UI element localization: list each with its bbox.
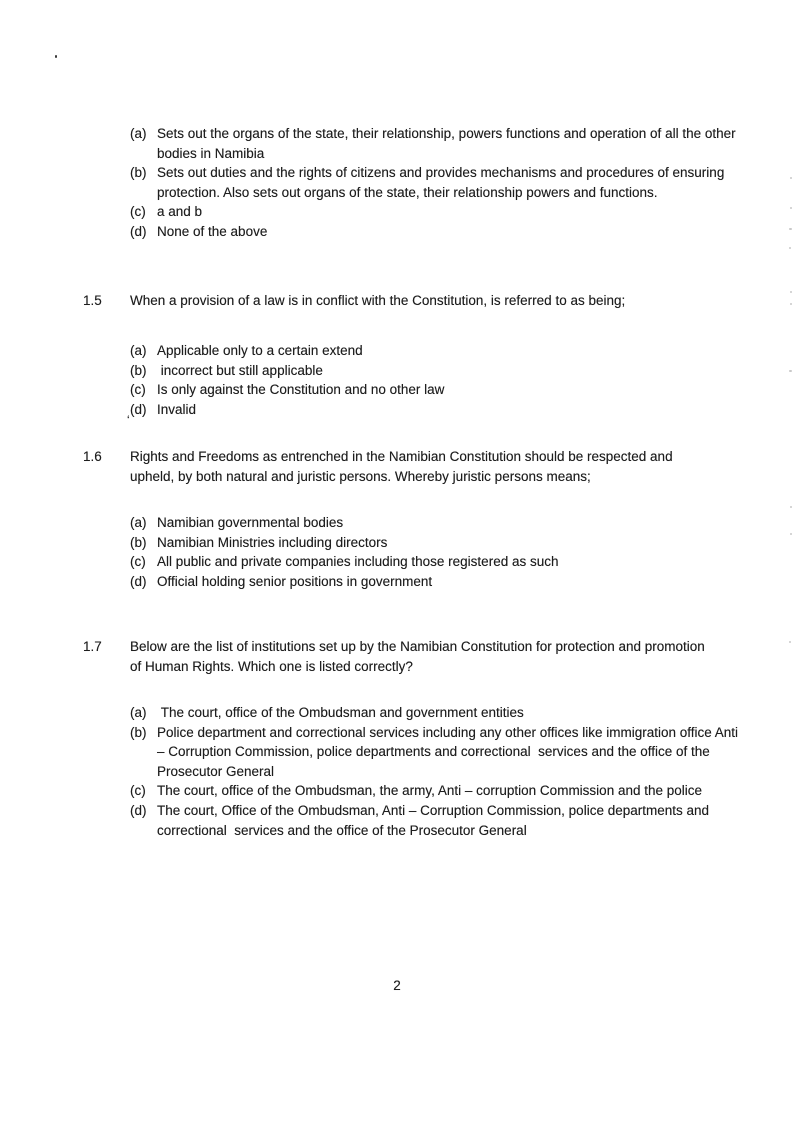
option-row — [130, 400, 745, 420]
option-label: (b) — [130, 724, 147, 740]
option-text: Is only against the Constitution and no other law — [157, 382, 445, 398]
option-row — [130, 222, 745, 242]
question-1-7 — [0, 637, 794, 676]
option-label: (c) — [130, 382, 146, 398]
page-number: 2 — [393, 978, 401, 993]
option-row — [130, 533, 745, 553]
option-row — [130, 552, 745, 572]
question-number: 1.6 — [83, 449, 102, 464]
option-text: Invalid — [157, 401, 197, 417]
option-text: None of the above — [157, 223, 268, 239]
scan-artifact-speck — [790, 207, 792, 209]
option-row — [130, 163, 745, 202]
option-row — [130, 703, 745, 723]
scan-artifact-speck — [790, 533, 792, 535]
option-label: (c) — [130, 204, 146, 220]
continued-options-block — [130, 124, 745, 242]
option-text: Police department and correctional services including any other offices like immigration office Anti – Corruption Commission, police departments and correctional services and the office of the Prosecutor General — [157, 724, 742, 779]
option-row — [130, 202, 745, 222]
option-text: Applicable only to a certain extend — [157, 343, 363, 358]
option-text: Namibian governmental bodies — [157, 515, 344, 530]
question-text: Below are the list of institutions set up by the Namibian Constitution for protection and promotion of Human Rights. Which one is listed correctly? — [130, 639, 705, 674]
option-text: Sets out duties and the rights of citizens and provides mechanisms and procedures of ensuring protection. Also sets out organs of the state, their relationship powers and functions. — [157, 165, 729, 200]
question-text: When a provision of a law is in conflict with the Constitution, is referred to as being; — [130, 293, 626, 308]
option-label: (d) — [130, 401, 147, 417]
option-label: (b) — [130, 165, 147, 181]
option-text: incorrect but still applicable — [157, 362, 323, 378]
question-number: 1.7 — [83, 639, 102, 654]
option-row — [130, 801, 745, 840]
option-label: (a) — [130, 515, 147, 530]
option-text: Namibian Ministries including directors — [157, 534, 388, 550]
question-1-5-options — [130, 341, 745, 419]
option-label: (b) — [130, 534, 147, 550]
scan-artifact-speck — [790, 177, 792, 179]
option-label: (d) — [130, 223, 147, 239]
option-label: (a) — [130, 126, 147, 141]
option-text: a and b — [157, 204, 203, 220]
option-row — [130, 781, 745, 801]
option-text: Sets out the organs of the state, their relationship, powers functions and operation of all the other bodies in Namibia — [157, 126, 740, 161]
option-row — [130, 380, 745, 400]
option-label: (d) — [130, 573, 147, 589]
option-row — [130, 361, 745, 381]
option-row — [130, 572, 745, 592]
question-text: Rights and Freedoms as entrenched in the Namibian Constitution should be respected and upheld, by both natural and juristic persons. Whereby juristic persons means; — [130, 449, 673, 484]
option-text: The court, office of the Ombudsman and government entities — [157, 705, 524, 720]
option-label: (d) — [130, 802, 147, 818]
option-text: All public and private companies including those registered as such — [157, 554, 559, 570]
option-label: (b) — [130, 362, 147, 378]
stray-pen-mark: ‘ — [127, 413, 130, 427]
option-row — [130, 341, 745, 361]
scan-artifact-speck — [789, 228, 792, 230]
option-row — [130, 723, 745, 782]
scan-artifact-speck — [55, 55, 57, 58]
option-label: (a) — [130, 343, 147, 358]
scan-artifact-speck — [789, 370, 792, 372]
option-label: (a) — [130, 705, 147, 720]
option-text: Official holding senior positions in government — [157, 573, 433, 589]
option-label: (c) — [130, 554, 146, 570]
option-label: (c) — [130, 783, 146, 799]
question-1-5 — [0, 291, 794, 311]
option-text: The court, office of the Ombudsman, the army, Anti – corruption Commission and the police — [157, 783, 703, 799]
question-number: 1.5 — [83, 293, 102, 308]
option-text: The court, Office of the Ombudsman, Anti – Corruption Commission, police departments and correctional services and the office of the Prosecutor General — [157, 802, 713, 838]
question-1-6 — [0, 447, 794, 486]
option-row — [130, 513, 745, 533]
scan-artifact-speck — [789, 247, 791, 249]
question-1-7-options — [130, 703, 745, 840]
question-1-6-options — [130, 513, 745, 591]
scan-artifact-speck — [790, 506, 792, 508]
option-row — [130, 124, 745, 163]
